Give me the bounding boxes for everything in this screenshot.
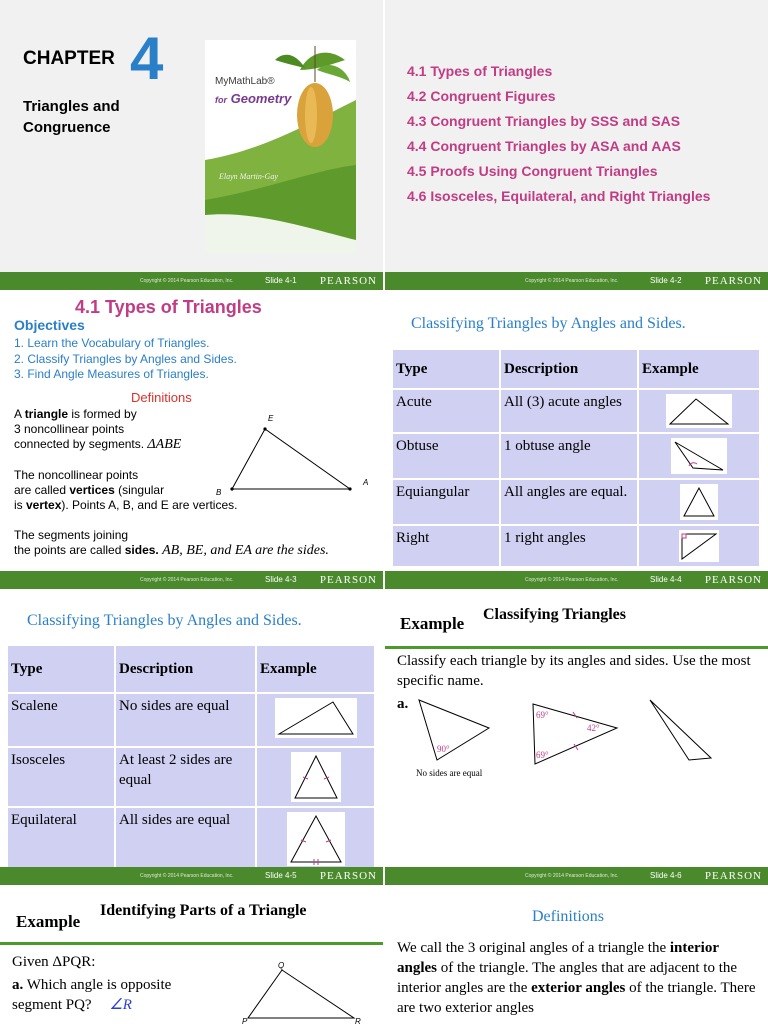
sides-list: AB, BE, and EA are the sides. [162, 543, 329, 558]
book-brand: MyMathLab® [215, 76, 275, 87]
footer-slide-number: Slide 4-3 [265, 575, 297, 584]
def-text: connected by segments. [14, 437, 145, 451]
term-sides: sides. [124, 543, 159, 557]
book-for: for [215, 95, 227, 105]
side-classification-table [6, 644, 376, 872]
slide-4-7 [0, 886, 383, 1024]
footer-copyright: Copyright © 2014 Pearson Education, Inc. [140, 577, 234, 583]
definition-paragraph [397, 938, 759, 1018]
example-cell [257, 748, 374, 806]
term-vertices: vertices [69, 483, 115, 497]
slide-4-2 [385, 0, 768, 290]
example-cell [639, 390, 759, 432]
slide-4-4 [385, 291, 768, 589]
term-exterior-angles: exterior angles [531, 980, 626, 996]
book-author: Elayn Martin-Gay [219, 172, 278, 181]
def-text: the points are called [14, 543, 125, 557]
footer-copyright: Copyright © 2014 Pearson Education, Inc. [525, 577, 619, 583]
footer-brand: PEARSON [319, 574, 377, 586]
table-row [393, 390, 759, 432]
question-a-answer: ∠R [109, 997, 132, 1013]
slide-footer [0, 867, 383, 885]
vertex-p-label: P [242, 1017, 248, 1024]
objectives-list [14, 336, 237, 383]
vertices-definition [14, 468, 237, 513]
vertex-r-label: R [355, 1017, 361, 1024]
angle-42-label: 42° [587, 723, 600, 733]
def-text: (singular [114, 483, 165, 497]
objective-item: 1. Learn the Vocabulary of Triangles. [14, 336, 210, 350]
vertex-q-label: Q [278, 961, 285, 970]
footer-copyright: Copyright © 2014 Pearson Education, Inc. [140, 873, 234, 879]
table-row [393, 526, 759, 566]
footer-slide-number: Slide 4-1 [265, 276, 297, 285]
book-subject [215, 91, 291, 106]
footer-slide-number: Slide 4-2 [650, 276, 682, 285]
footer-slide-number: Slide 4-5 [265, 871, 297, 880]
type-cell: Right [393, 526, 499, 566]
classify-triangles-figures [411, 698, 761, 778]
def-text: A [14, 407, 25, 421]
slide-column-divider [383, 0, 385, 1024]
slide-title: 4.1 Types of Triangles [75, 297, 262, 317]
slide-footer [385, 272, 768, 290]
col-type: Type [393, 350, 499, 388]
angle-69-top-label: 69° [536, 710, 549, 720]
footer-slide-number: Slide 4-6 [650, 871, 682, 880]
def-text: 3 noncollinear points [14, 422, 125, 436]
slide-footer [385, 867, 768, 885]
vertex-a-label: A [363, 478, 369, 487]
term-vertex: vertex [26, 498, 62, 512]
col-example: Example [639, 350, 759, 388]
book-cover-art [205, 40, 356, 254]
chapter-number: 4 [130, 25, 164, 92]
paragraph-text: of the triangle. There are two exterior angles [397, 980, 756, 1016]
desc-cell: All (3) acute angles [501, 390, 637, 432]
example-title: Classifying Triangles [483, 606, 626, 623]
paragraph-text: We call the 3 original angles of a triangle the [397, 940, 670, 956]
slide-4-6 [385, 590, 768, 885]
desc-cell: No sides are equal [116, 694, 255, 746]
type-cell: Equilateral [8, 808, 114, 870]
scalene-triangle-icon [275, 698, 357, 738]
obtuse-triangle-icon [671, 438, 727, 474]
given-text: Given ΔPQR: [12, 954, 96, 970]
example-label: Example [400, 614, 465, 633]
desc-cell: All sides are equal [116, 808, 255, 870]
toc-item[interactable]: 4.6 Isosceles, Equilateral, and Right Triangles [407, 188, 711, 204]
book-cover [205, 40, 356, 254]
example-title: Identifying Parts of a Triangle [100, 902, 307, 919]
angle-90-label: 90° [437, 744, 450, 754]
example-cell [257, 694, 374, 746]
desc-cell: 1 right angles [501, 526, 637, 566]
example-cell [639, 480, 759, 524]
triangle-definition [14, 407, 181, 452]
slide-4-1 [0, 0, 383, 290]
table-row [8, 808, 374, 870]
def-text: The noncollinear points [14, 468, 139, 482]
type-cell: Isosceles [8, 748, 114, 806]
question-a [12, 975, 171, 1015]
triangle-pqr-diagram [240, 960, 370, 1024]
toc-item[interactable]: 4.5 Proofs Using Congruent Triangles [407, 163, 658, 179]
objective-item: 2. Classify Triangles by Angles and Sides. [14, 351, 237, 366]
chapter-title: Triangles and Congruence [23, 98, 120, 136]
desc-cell: 1 obtuse angle [501, 434, 637, 478]
term-triangle: triangle [24, 407, 69, 421]
vertex-e-label: E [268, 414, 274, 423]
col-example: Example [257, 646, 374, 692]
toc-item[interactable]: 4.1 Types of Triangles [407, 63, 553, 79]
footer-slide-number: Slide 4-4 [650, 575, 682, 584]
equiangular-triangle-icon [680, 484, 718, 520]
def-text: are called [14, 483, 70, 497]
triangle-symbol: ΔABE [147, 437, 182, 452]
col-description: Description [116, 646, 255, 692]
book-subject-text: Geometry [230, 91, 292, 106]
right-triangle-icon [679, 530, 719, 562]
example-cell [639, 526, 759, 566]
col-description: Description [501, 350, 637, 388]
acute-triangle-icon [666, 394, 732, 428]
triangle-abe-diagram [210, 409, 380, 499]
chapter-label: CHAPTER [23, 48, 115, 69]
footer-brand: PEARSON [704, 275, 762, 287]
example-cell [257, 808, 374, 870]
sides-definition [14, 528, 329, 558]
slide-footer [385, 571, 768, 589]
angle-69-bottom-label: 69° [536, 750, 549, 760]
table-row [8, 694, 374, 746]
footer-copyright: Copyright © 2014 Pearson Education, Inc. [525, 278, 619, 284]
slide-title: Classifying Triangles by Angles and Sides. [27, 612, 302, 629]
slide-4-5 [0, 590, 383, 885]
paragraph-text: of the triangle. The angles that are adjacent to the interior angles are the [397, 960, 738, 996]
title-underline [0, 942, 383, 945]
question-a-text: segment PQ? [12, 997, 92, 1013]
definitions-heading: Definitions [131, 390, 192, 405]
objective-item: 3. Find Angle Measures of Triangles. [14, 367, 209, 381]
footer-brand: PEARSON [319, 870, 377, 882]
vertex-b-label: B [216, 488, 222, 497]
slide-title: Classifying Triangles by Angles and Sides. [411, 315, 686, 332]
slide-footer [0, 571, 383, 589]
answer-note: No sides are equal [416, 768, 483, 778]
isosceles-triangle-icon [291, 752, 341, 802]
type-cell: Obtuse [393, 434, 499, 478]
type-cell: Acute [393, 390, 499, 432]
def-text: is [14, 498, 26, 512]
equilateral-triangle-icon [287, 812, 345, 866]
desc-cell: All angles are equal. [501, 480, 637, 524]
desc-cell: At least 2 sides are equal [116, 748, 255, 806]
def-text: ). Points A, B, and E are vertices. [61, 498, 238, 512]
type-cell: Scalene [8, 694, 114, 746]
title-underline [385, 646, 768, 649]
example-label: Example [16, 912, 81, 931]
footer-brand: PEARSON [319, 275, 377, 287]
example-cell [639, 434, 759, 478]
toc-item[interactable]: 4.3 Congruent Triangles by SSS and SAS [407, 113, 681, 129]
toc-item[interactable]: 4.2 Congruent Figures [407, 88, 556, 104]
footer-copyright: Copyright © 2014 Pearson Education, Inc. [525, 873, 619, 879]
def-text: is formed by [68, 407, 137, 421]
question-a-text: Which angle is opposite [23, 977, 172, 993]
footer-brand: PEARSON [704, 574, 762, 586]
table-row [8, 748, 374, 806]
col-type: Type [8, 646, 114, 692]
part-a-label: a. [397, 696, 409, 712]
term-interior-angles: interior angles [397, 940, 719, 976]
footer-brand: PEARSON [704, 870, 762, 882]
slide-title: Definitions [532, 908, 604, 925]
slide-4-3 [0, 291, 383, 589]
chapter-toc [407, 62, 710, 212]
table-row [393, 480, 759, 524]
footer-copyright: Copyright © 2014 Pearson Education, Inc. [140, 278, 234, 284]
objectives-heading: Objectives [14, 317, 85, 333]
table-row [393, 434, 759, 478]
slide-footer [0, 272, 383, 290]
question-a-label: a. [12, 977, 24, 993]
toc-item[interactable]: 4.4 Congruent Triangles by ASA and AAS [407, 138, 681, 154]
angle-classification-table [391, 348, 761, 568]
type-cell: Equiangular [393, 480, 499, 524]
example-prompt: Classify each triangle by its angles and sides. Use the most specific name. [397, 653, 751, 689]
def-text: The segments joining [14, 528, 129, 542]
slide-4-8 [385, 886, 768, 1024]
